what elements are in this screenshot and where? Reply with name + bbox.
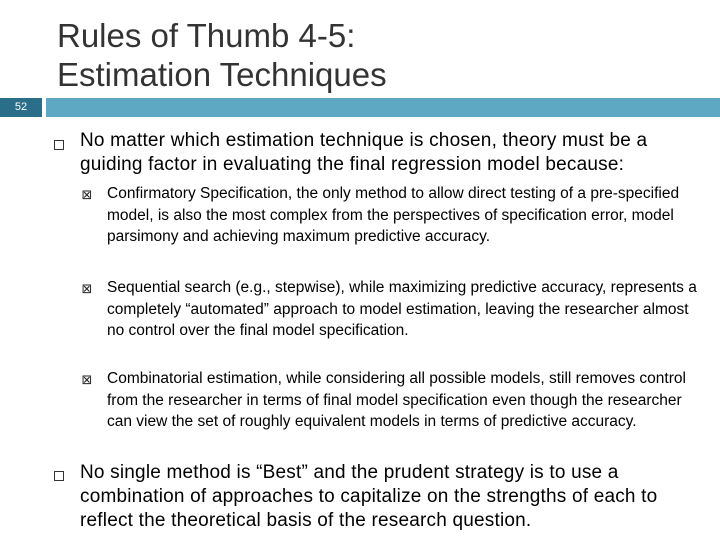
square-bullet-icon [54,140,64,150]
cross-bullet-icon: ⊠ [81,187,93,202]
sub-bullet-2-text: Sequential search (e.g., stepwise), while maximizing predictive accuracy, represents a completely “automated” approach to model estimation, leaving the researcher almost no control over the final model specification. [107,279,697,339]
cross-bullet-icon: ⊠ [81,372,93,387]
square-bullet-icon [54,471,64,481]
slide-number: 52 [0,98,42,117]
sub-bullet-1-text: Confirmatory Specification, the only method to allow direct testing of a pre-specified model, is also the most complex from the perspectives of specification error, model parsimony and achieving maximum predictive accuracy. [107,185,680,245]
cross-bullet-icon: ⊠ [81,281,93,296]
slide-title-line-2: Estimation Techniques [57,56,387,93]
bullet-1-text: No matter which estimation technique is chosen, theory must be a guiding factor in evaluating the final regression model because: [80,130,648,175]
bullet-2-text: No single method is “Best” and the prudent strategy is to use a combination of approaches to capitalize on the strengths of each to reflect the theoretical basis of the research question. [80,462,658,531]
slide-title-line-1: Rules of Thumb 4-5: [57,17,356,54]
sub-bullet-3-text: Combinatorial estimation, while considering all possible models, still removes control from the researcher in terms of final model specification even though the researcher can view the set of roughly equivalent models in terms of predictive accuracy. [107,370,686,430]
